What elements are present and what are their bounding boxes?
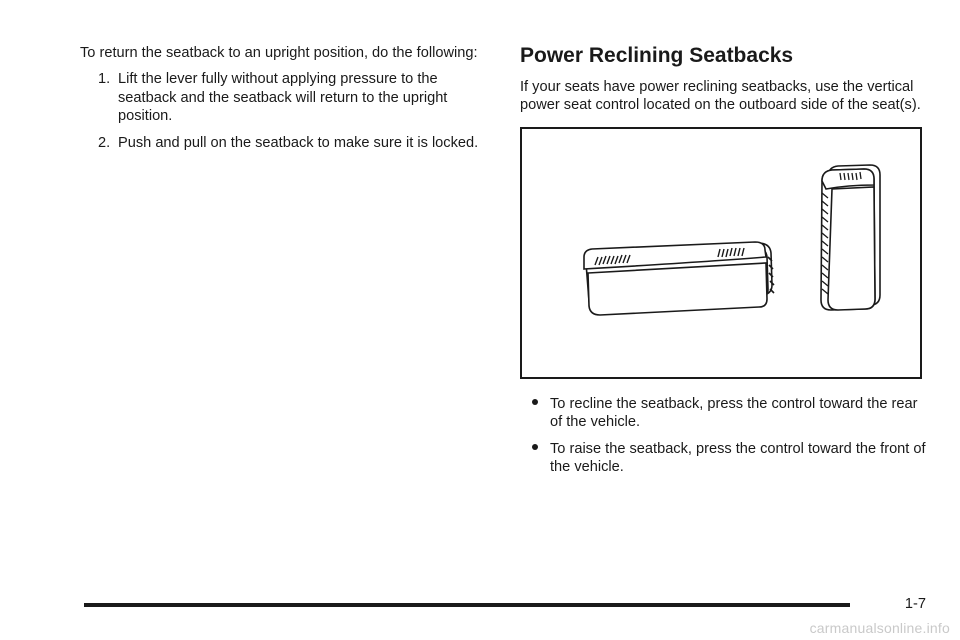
page-number: 1-7 [904, 596, 926, 612]
seat-control-drawing [522, 129, 920, 377]
list-item [80, 70, 498, 125]
list-item [520, 395, 930, 432]
bullet-icon [532, 444, 538, 450]
step-number: 2. [98, 134, 111, 151]
instructions-list [520, 395, 930, 477]
step-text: Lift the lever fully without applying pressure to the seatback and the seatback will return to the upright position. [118, 71, 448, 125]
intro-paragraph: To return the seatback to an upright position, do the following: [80, 45, 478, 61]
section-heading: Power Reclining Seatbacks [520, 44, 794, 67]
left-column [80, 44, 498, 160]
step-number: 1. [98, 71, 111, 88]
watermark-text: carmanualsonline.info [809, 620, 950, 636]
steps-list [80, 70, 498, 152]
list-item [80, 134, 498, 152]
bullet-icon [532, 399, 538, 405]
bullet-text: To recline the seatback, press the control toward the rear of the vehicle. [550, 395, 918, 431]
step-text: Push and pull on the seatback to make sure it is locked. [118, 134, 479, 151]
seat-control-illustration [520, 127, 922, 379]
list-item [520, 440, 930, 477]
right-column [520, 44, 930, 484]
section-paragraph: If your seats have power reclining seatbacks, use the vertical power seat control located on the outboard side of the seat(s). [520, 79, 921, 114]
footer-rule [84, 603, 850, 607]
bullet-text: To raise the seatback, press the control toward the front of the vehicle. [550, 440, 926, 476]
